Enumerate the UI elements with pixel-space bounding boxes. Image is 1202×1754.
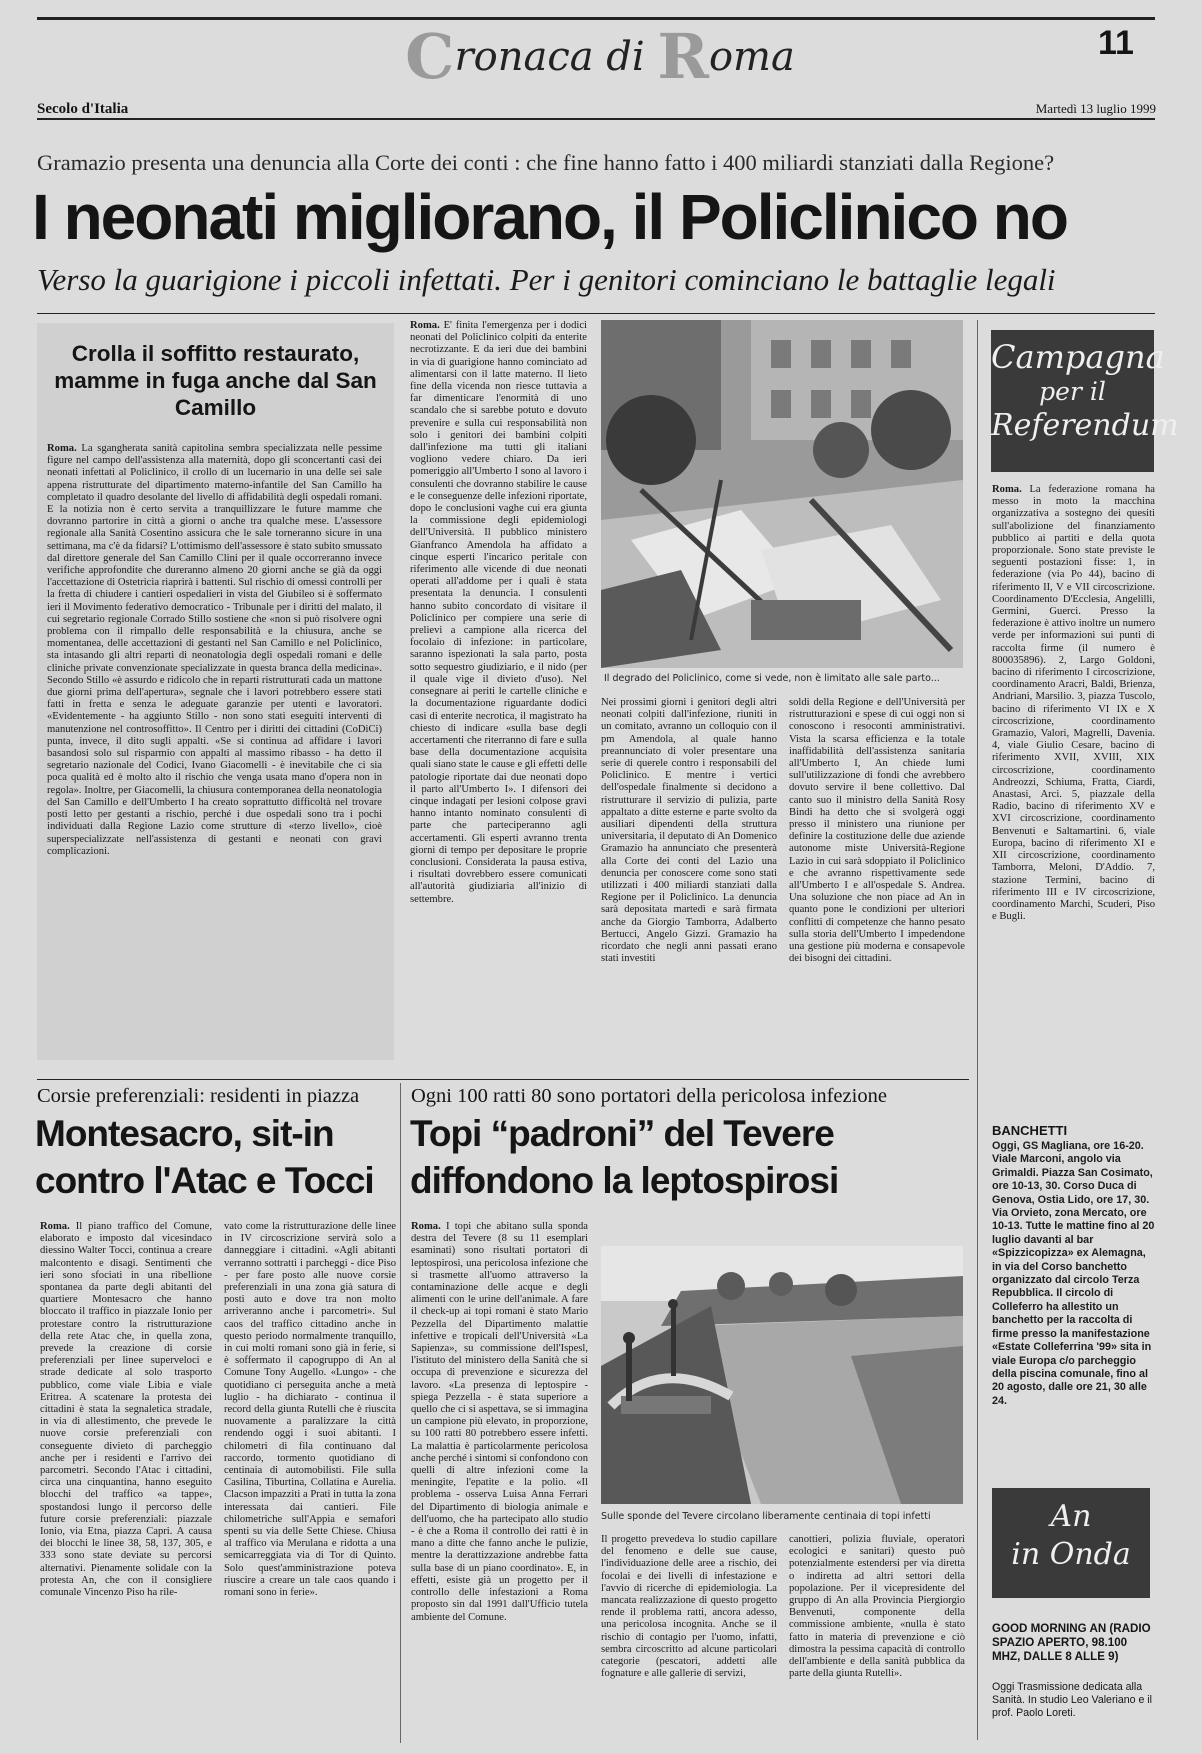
referendum-body	[992, 484, 1155, 1116]
masthead-text-1: ronaca di	[454, 34, 658, 80]
tevere-photo-illustration	[601, 1246, 963, 1504]
an-in-onda-title-line2: in Onda	[1011, 1537, 1131, 1572]
issue-date: Martedì 13 luglio 1999	[1035, 101, 1156, 116]
an-in-onda-title-line1: An	[1050, 1499, 1092, 1534]
montesacro-col1	[40, 1221, 212, 1741]
policlinico-photo-caption: Il degrado del Policlinico, come si vede, non è limitato alle sale parto...	[604, 673, 940, 684]
sidebar-story-headline: Crolla il soffitto restaurato, mamme in fuga anche dal San Camillo	[54, 341, 377, 420]
lead-rule	[37, 313, 1155, 314]
tevere-photo	[601, 1246, 963, 1504]
an-in-onda-badge	[992, 1488, 1150, 1598]
section-masthead	[400, 20, 800, 93]
masthead-text-2: oma	[708, 34, 795, 80]
topi-col2: Il progetto prevedeva lo studio capillare del fenomeno e delle sue cause, l'individuazione delle aree a rischio, dei focolai e dei livelli di infestazione e l'avvio di ricerche di epidemiologia. La mancata realizzazione di questo progetto rende il problema ratti, ancora adesso, una pericolosa incognita. Anche se il rischio di contagio per l'uomo, infatti, sembra circoscritto ad alcune particolari categorie (pescatori, addetti alle fognature e alle gallerie di servizi,	[601, 1534, 777, 1680]
masthead-bottom-rule	[37, 118, 1155, 120]
topi-col3: canottieri, polizia fluviale, operatori ecologici e sanitari) questo può potenzialmente estendersi per via diretta o indiretta ad altri settori della popolazione. Per il vicepresidente del gruppo di An alla Provincia Piergiorgio Benvenuti, componente della commissione ambiente, «nulla è stato fatto in materia di prevenzione e ciò dimostra la pessima capacità di controllo dell'ambiente e della sanità pubblica da parte della giunta Rutelli».	[789, 1534, 965, 1680]
sidebar-story-body	[47, 443, 382, 1051]
banchetti-title: BANCHETTI	[992, 1123, 1068, 1138]
montesacro-col2: vato come la ristrutturazione delle linee in IV circoscrizione servirà solo a danneggiare i cittadini. «Agli abitanti verranno sottratti i parcheggi - dice Piso - per fare posto alle nuove corsie preferenziali in una zona già satura di posti auto e dove tra non molto arriveranno anche i parcometri». Sul caos del traffico cittadino anche in questo periodo normalmente tranquillo, in cui molti romani sono già in ferie, si è soffermato il capogruppo di An al Comune Tony Augello. «Lungo» - che quotidiano ci perseguita anche a metà luglio - ha dichiarato - continua il record della giunta Rutelli che è riuscita nuovamente a paralizzare la città rendendo oggi i suoi abitanti. I chilometri di fila continuano dal raccordo, tormento quotidiano di centinaia di automobilisti. File sulla Casilina, Tiburtina, Collatina e Aurelia. Clacson impazziti a Prati in tutta la zona interessata dai cantieri. File chilometriche sull'Appia e semafori spenti su via delle Sette Chiese. Chiusa al traffico via Merulana e ridotta a una semicarreggiata via di Tor di Quinto. Solo quest'amministrazione poteva riuscire a creare un tale caos quando i romani sono in ferie».	[224, 1221, 396, 1599]
masthead-initial-c: C	[405, 20, 455, 93]
masthead-initial-r: R	[657, 20, 709, 93]
lead-kicker: Gramazio presenta una denuncia alla Corte dei conti : che fine hanno fatto i 400 miliardi stanziati dalla Regione?	[37, 150, 1055, 175]
main-story-col1	[410, 320, 587, 1060]
banchetti-body: Oggi, GS Magliana, ore 16-20. Viale Marconi, angolo via Grimaldi. Piazza San Cosimato, ore 10-13, 30. Corso Duca di Genova, Ostia Lido, ore 17, 30. Via Orvieto, zona Mercato, ore 10-13. Tutte le mattine fino al 20 luglio davanti al bar «Spizzicopizza» ex Alemagna, in via del Corso banchetto organizzato dal circolo Terza Repubblica. Il circolo di Colleferro ha allestito un banchetto per la raccolta di firme presso la manifestazione «Estate Colleferrina '99» sita in viale Europa c/o parcheggio della piscina comunale, fino al 20 agosto, dalle ore 21, 30 alle 24.	[992, 1140, 1155, 1407]
topi-col1	[411, 1221, 588, 1741]
main-story-col2: Nei prossimi giorni i genitori degli altri neonati colpiti dall'infezione, riuniti in un comitato, avranno un colloquio con il pm Amendola, al quale hanno preannunciato di voler presentare una serie di querele contro i responsabili del Policlinico. E mentre i vertici dell'ospedale finalmente si decidono a ristrutturare il servizio di pulizia, parte appaltato a ditte esterne e parte svolto da ausiliari dipendenti della struttura universitaria, il deputato di An Domenico Gramazio ha annunciato che presenterà alla Corte dei conti del Lazio una denuncia per conoscere come sono stati utilizzati i 400 miliardi stanziati dalla Regione per il Policlinico. La denuncia sarà depositata martedì e sarà firmata anche da Giorgio Tamborra, Adalberto Bertucci, Angelo Gizzi. Gramazio ha ricordato che negli anni passati erano stati investiti	[601, 697, 777, 965]
topi-dateline: Roma.	[411, 1221, 441, 1232]
lower-section-rule	[37, 1079, 969, 1080]
montesacro-dateline: Roma.	[40, 1221, 70, 1232]
montesacro-col1-text: Il piano traffico del Comune, elaborato e imposto dal vicesindaco diessino Walter Tocci, continua a creare malcontento e disagi. Sentimenti che ieri sono sfociati in una ribellione spontanea da parte degli abitanti del quartiere Montesacro che hanno bloccato il traffico in piazzale Ionio per protestare contro la ristrutturazione della rete Atac che, in quella zona, prevede la creazione di corsie preferenziali per linee superveloci e strade dedicate al solo trasporto pubblico, come viale Libia e viale Eritrea. A scatenare la protesta dei cittadini è stata la segnaletica stradale, in via di allestimento, che prevede le nuove corsie preferenziali con conseguente divieto di parcheggio anche per i residenti e l'arrivo dei parcometri. Secondo l'Atac i cittadini, circa una cinquantina, hanno eseguito blocchi del traffico «a tappe», spostandosi lungo il percorso delle future corsie preferenziali: piazzale Ionio, via Etna, piazza Capri. A causa dei blocchi le linee 38, 58, 137, 305, e 333 sono state deviate su percorsi alternativi. Pienamente solidale con la protesta An, che con il consigliere comunale Vincenzo Piso ha rile-	[40, 1221, 212, 1599]
main-story-col1-text: E' finita l'emergenza per i dodici neonati del Policlinico colpiti da enterite necrotizzante. E da ieri due dei bambini in via di guarigione hanno cominciato ad alimentarsi con il latte materno. Il lieto fine della vicenda non riesce tuttavia a far dimenticare l'enormità di uno scandalo che si sarebbe potuto e dovuto prevenire e sulla cui responsabilità non solo i genitori dei bambini colpiti dall'infezione ma tutti gli italiani vogliono vedere chiaro. Da ieri pomeriggio all'Umberto I sono al lavoro i consulenti che dovranno stabilire le cause e le conseguenze delle infezioni riportate, dopo le conclusioni vaghe cui era giunta la commissione degli epidemiologi dell'Università. Il pubblico ministero Gianfranco Amendola ha affidato a cinque esperti l'incarico peritale con riferimento alle vicende di due neonati operati all'addome per i quali è stata presentata la denuncia. I consulenti hanno subito concordato di visitare il Policlinico per compiere una serie di prelievi a campione alla ricerca del focolaio di infezione: in particolare, saranno ispezionati la sala parto, posta sotto sequestro giudiziario, e il nido (per il quale vige il divieto d'uso). Nel consegnare ai periti le cartelle cliniche e la documentazione riguardante dodici casi di enterite necrotica, il magistrato ha chiesto di indicare «sulla base degli accertamenti che riterranno di fare e sulla base della documentazione acquisita quali siano state le cause e gli effetti delle patologie riportate dai due neonati dopo il parto all'Umberto I». I difensori dei cinque indagati per lesioni colpose gravi hanno intanto nominato consulenti di parte che parteciperanno agli accertamenti. Gli esperti avranno trenta giorni di tempo per depositare le proprie conclusioni. Considerata la pausa estiva, i risultati dovrebbero essere comunicati all'autorità giudiziaria all'inizio di settembre.	[410, 320, 587, 905]
referendum-badge	[991, 330, 1179, 472]
lead-subhead: Verso la guarigione i piccoli infettati. Per i genitori cominciano le battaglie legali	[37, 262, 1056, 297]
referendum-title-line2: per il	[1039, 377, 1106, 406]
an-in-onda-body: Oggi Trasmissione dedicata alla Sanità. In studio Leo Valeriano e il prof. Paolo Loreti.	[992, 1681, 1152, 1719]
policlinico-photo-illustration	[601, 320, 963, 668]
page-number: 11	[1098, 24, 1134, 62]
referendum-text: La federazione romana ha messo in moto la macchina organizzativa a sostegno dei quesiti sull'abolizione del finanziamento pubblico ai partiti e della quota proporzionale. Sono state previste le seguenti postazioni fisse: 1, in federazione (via Po 44), bacino di riferimento II, V e VII circoscrizione. Coordinamento D'Ecclesia, Angelilli, Germini, Guerci. Presso la federazione è attivo inoltre un numero verde per informazioni sui punti di raccolta firme (il numero è 800035896). 2, Largo Goldoni, bacino di riferimento I circoscrizione, coordinamento Aracri, Baldi, Brienza, Andriani, Marsilio. 3, piazza Tuscolo, bacino di riferimento VI IX e X circoscrizione, coordinamento Gramazio, Valori, Magrelli, Davenia. 4, viale Giulio Cesare, bacino di riferimento XVII, XVIII, XIX circoscrizione, coordinamento Andreozzi, Schiuma, Fratta, Ciardi, Anastasi, Arci. 5, piazzale della Radio, bacino di riferimento XV e XVI circoscrizione, coordinamento Benvenuti e Saltamartini. 6, viale Europa, bacino di riferimento XI e XII circoscrizione, coordinamento Tamborra, Meloni, D'Addio. 7, stazione Termini, bacino di riferimento III e IV circoscrizione, coordinamento Marchi, Scuderi, Piso e Bugli.	[992, 484, 1155, 923]
an-in-onda-headline: GOOD MORNING AN (RADIO SPAZIO APERTO, 98.100 MHZ, DALLE 8 ALLE 9)	[992, 1622, 1151, 1663]
referendum-title-line1: Campagna	[991, 338, 1165, 376]
tevere-photo-caption: Sulle sponde del Tevere circolano liberamente centinaia di topi infetti	[601, 1511, 931, 1522]
main-story-col3: soldi della Regione e dell'Università per ristrutturazioni e spese di cui oggi non si conoscono i resoconti amministrativi. Vista la scarsa efficienza e la totale inaffidabilità dell'assistenza sanitaria all'Umberto I, An chiede lumi sull'utilizzazione di fondi che avrebbero dovuto servire il bene collettivo. Dal canto suo il ministro della Sanità Rosy Bindi ha detto che si svolgerà oggi presso il ministero una riunione per definire la costituzione delle due aziende autonome miste Università-Regione Lazio in cui sarà sdoppiato il Policlinico e che avranno rispettivamente sede all'Umberto I e all'ospedale S. Andrea. Una soluzione che non piace ad An in quanto pone le condizioni per ulteriori conflitti di competenze che hanno pesato sulla storia dell'Umberto I impedendone una gestione più moderna e consapevole dei bisogni dei cittadini.	[789, 697, 965, 965]
sidebar-story-text: La sgangherata sanità capitolina sembra specializzata nelle pessime figure nel campo dell'assistenza alla maternità, dopo gli sconcertanti casi dei neonati infettati al Policlinico, il crollo di un lucernario in una delle sei sale appena ristrutturate del dipartimento materno-infantile del San Camillo ha completato il quadro desolante del livello di affidabilità degli ospedali romani. E la notizia non è certo servita a tranquillizzare le future mamme che dovranno partorire in città a giorni o anche tra qualche mese. L'assessore regionale alla Sanità Cosentino assicura che le sale torneranno sicure in una settimana, ma c'è da fidarsi? L'ottimismo dell'assessore è stato subito smussato dal direttore generale del San Camillo Clini per il quale occorreranno invece verifiche approfondite che dureranno almeno 20 giorni anche se già da oggi l'accettazione di Ostetricia riaprirà i battenti. Sul rischio di omessi controlli per la fretta di chiudere i cantieri ospedalieri in vista del Giubileo si è soffermato ieri il Movimento federativo democratico - Tribunale per i diritti del malato, il cui segretario regionale Corrado Stillo sostiene che «non si può risolvere ogni problema con il rimpallo delle responsabilità e la chiusura, anche se momentanea, delle accettazioni di gestanti nel San Camillo e nel Policlinico, sta intasando gli altri reparti di neonatologia degli ospedali romani e delle cliniche private convenzionate specializzate in questa branca della medicina». Secondo Stillo «è assurdo e ridicolo che in reparti ristrutturati cada un mattone due giorni prima dell'apertura», segnale che i lavori potrebbero essere stati fatti in fretta e senza le adeguate garanzie per utenti e lavoratori. «Evidentemente - ha aggiunto Stillo - non sono stati eseguiti interventi di manutenzione nel controsoffitto». Il Centro per i diritti dei cittadini (CoDiCi) punta, invece, il dito sugli appalti. «Se si continua ad affidare i lavori basandosi solo sul risparmio con appalti al massimo ribasso - ha detto il segretario nazionale del Codici, Ivano Giacomelli - è inevitabile che ci sia poca qualità ed è molto alto il rischio che venga usata mano d'opera non in regola». Inoltre, per Giacomelli, la chiusura contemporanea della neonatologia del San Camillo e dell'Umberto I ha creato soprattutto difficoltà nel trovare posti letto per gestanti a rischio, perché i due ospedali sono tra i pochi individuati dalla Regione Lazio come strutture di «terzo livello», cioè superspecializzate nell'assistenza di gestanti e neonati con gravi complicazioni.	[47, 443, 382, 857]
referendum-dateline: Roma.	[992, 484, 1022, 495]
topi-col1-text: I topi che abitano sulla sponda destra del Tevere (8 su 11 esemplari esaminati) sono risultati portatori di leptospirosi, una pericolosa infezione che si trasmette all'uomo attraverso la contaminazione delle acque e degli alimenti con le urine dell'animale. A fare il check-up ai topi romani è stato Mario Pezzella del Dipartimento malattie infettive e tropicali dell'Università «La Sapienza», su commissione dell'Ispesl, l'istituto del ministero della Sanità che si occupa di prevenzione e sicurezza del lavoro. «La presenza di leptospire - spiega Pezzella - è stata superiore a quello che ci si aspettava, se si immagina un campione più elevato, in proporzione, su 100 ratti 80 potrebbero essere infetti. La malattia è particolarmente pericolosa anche perché i sintomi si confondono con quelli di altre infezioni come la meningite, l'epatite e la polio. «Il problema - osserva Luisa Anna Ferrari del Dipartimento di biologia animale e dell'uomo, che ha partecipato allo studio - è che a Roma il controllo dei ratti è in mano a ditte che fanno anche le pulizie, mentre la derattizzazione andrebbe fatta sulla base di un piano coordinato». E, in effetti, esiste già un progetto per il controllo delle infestazioni a Roma proposto sin dal 1991 dall'Ufficio tutela ambiente del Comune.	[411, 1221, 588, 1623]
lead-headline: I neonati migliorano, il Policlinico no	[32, 181, 1067, 253]
paper-name: Secolo d'Italia	[37, 101, 129, 117]
montesacro-kicker: Corsie preferenziali: residenti in piazza	[37, 1085, 360, 1107]
topi-kicker: Ogni 100 ratti 80 sono portatori della pericolosa infezione	[411, 1085, 887, 1107]
topi-headline: Topi “padroni” del Tevere diffondono la leptospirosi	[410, 1113, 839, 1201]
right-column-rule	[977, 320, 978, 1740]
policlinico-photo	[601, 320, 963, 668]
montesacro-headline: Montesacro, sit-in contro l'Atac e Tocci	[35, 1113, 374, 1201]
sidebar-story-dateline: Roma.	[47, 443, 77, 454]
referendum-title-line3: Referendum	[991, 408, 1179, 443]
main-story-dateline: Roma.	[410, 320, 440, 331]
lower-divider-rule	[400, 1083, 401, 1743]
